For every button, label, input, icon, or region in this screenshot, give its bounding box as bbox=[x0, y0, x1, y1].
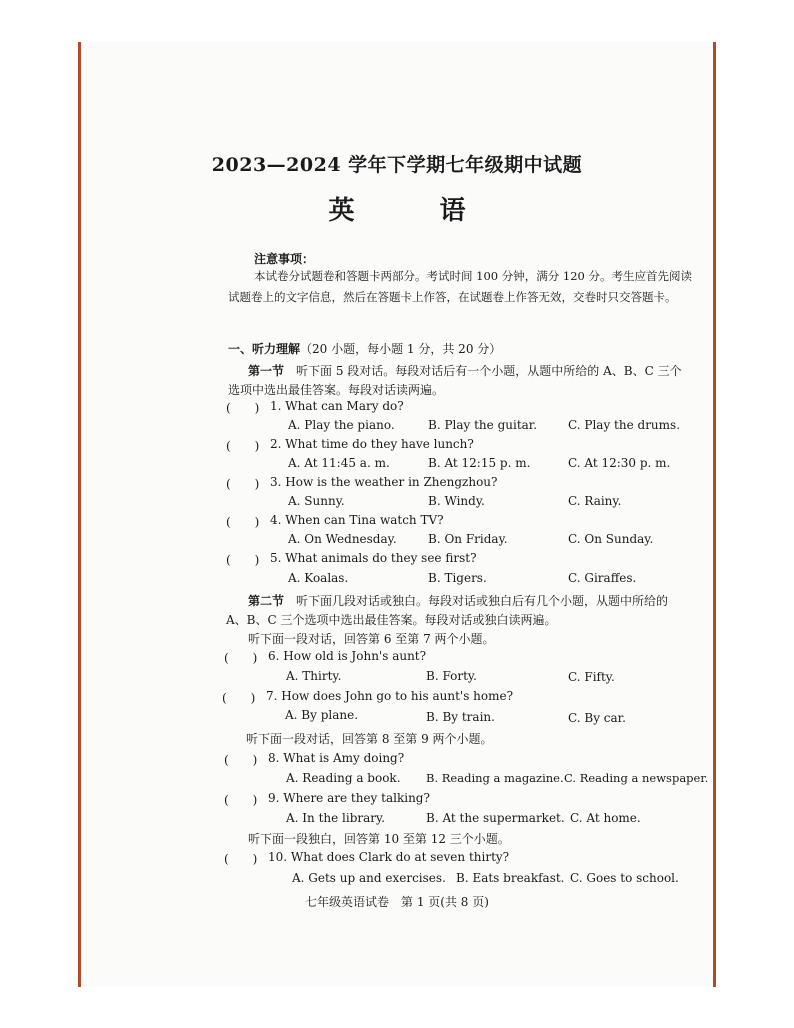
part1-heading-note: （20 小题，每小题 1 分，共 20 分） bbox=[300, 342, 502, 356]
option-c[interactable]: C. At 12:30 p. m. bbox=[568, 456, 671, 470]
question-text: Where are they talking? bbox=[283, 791, 430, 805]
option-c[interactable]: C. Fifty. bbox=[568, 670, 615, 684]
option-c[interactable]: C. By car. bbox=[568, 711, 626, 725]
question-4 bbox=[270, 513, 444, 527]
question-2 bbox=[270, 437, 474, 451]
question-text: What can Mary do? bbox=[285, 399, 404, 413]
option-c[interactable]: C. On Sunday. bbox=[568, 532, 654, 546]
option-b[interactable]: B. Tigers. bbox=[428, 571, 487, 585]
answer-blank[interactable]: ( ) bbox=[226, 553, 260, 567]
section1-line2: 选项中选出最佳答案。每段对话读两遍。 bbox=[228, 383, 445, 397]
question-number: 6. bbox=[268, 649, 280, 663]
option-c[interactable]: C. At home. bbox=[570, 811, 641, 825]
question-number: 1. bbox=[270, 399, 282, 413]
option-b[interactable]: B. Reading a magazine. bbox=[426, 771, 564, 785]
question-10 bbox=[268, 850, 509, 864]
option-c[interactable]: C. Reading a newspaper. bbox=[564, 771, 709, 785]
option-b[interactable]: B. By train. bbox=[426, 710, 495, 724]
question-number: 3. bbox=[270, 475, 282, 489]
option-a[interactable]: A. Play the piano. bbox=[288, 418, 395, 432]
question-text: What does Clark do at seven thirty? bbox=[290, 850, 510, 864]
question-text: When can Tina watch TV? bbox=[285, 513, 444, 527]
option-b[interactable]: B. Play the guitar. bbox=[428, 418, 538, 432]
section1-label: 第一节 bbox=[248, 364, 285, 378]
option-a[interactable]: A. On Wednesday. bbox=[288, 532, 397, 546]
listen-instruction-10-12: 听下面一段独白，回答第 10 至第 12 三个小题。 bbox=[248, 832, 510, 846]
section1-line1: 听下面 5 段对话。每段对话后有一个小题，从题中所给的 A、B、C 三个 bbox=[296, 364, 682, 378]
listen-instruction-8-9: 听下面一段对话，回答第 8 至第 9 两个小题。 bbox=[246, 732, 493, 746]
answer-blank[interactable]: ( ) bbox=[222, 691, 256, 705]
part1-heading-label: 一、听力理解 bbox=[228, 342, 301, 356]
option-c[interactable]: C. Rainy. bbox=[568, 494, 622, 508]
answer-blank[interactable]: ( ) bbox=[226, 439, 260, 453]
option-a[interactable]: A. Thirty. bbox=[286, 669, 342, 683]
option-c[interactable]: C. Giraffes. bbox=[568, 571, 637, 585]
option-b[interactable]: B. On Friday. bbox=[428, 532, 508, 546]
option-a[interactable]: A. Gets up and exercises. bbox=[292, 871, 446, 885]
question-text: What is Amy doing? bbox=[283, 751, 405, 765]
exam-title: 2023—2024 学年下学期七年级期中试题 bbox=[211, 154, 583, 176]
notice-text: 本试卷分试题卷和答题卡两部分。考试时间 100 分钟，满分 120 分。考生应首先阅读试题卷上的文字信息，然后在答题卡上作答，在试题卷上作答无效，交卷时只交答题卡。 bbox=[228, 269, 693, 304]
question-1 bbox=[270, 399, 404, 413]
question-number: 2. bbox=[270, 437, 282, 451]
listen-instruction-6-7: 听下面一段对话，回答第 6 至第 7 两个小题。 bbox=[248, 632, 495, 646]
question-7 bbox=[266, 689, 513, 703]
option-a[interactable]: A. By plane. bbox=[285, 708, 359, 722]
option-b[interactable]: B. Windy. bbox=[428, 494, 485, 508]
option-a[interactable]: A. Reading a book. bbox=[286, 771, 401, 785]
option-b[interactable]: B. Forty. bbox=[426, 669, 477, 683]
answer-blank[interactable]: ( ) bbox=[224, 852, 258, 866]
section2-line1: 听下面几段对话或独白。每段对话或独白后有几个小题，从题中所给的 bbox=[296, 594, 669, 608]
option-b[interactable]: B. At the supermarket. bbox=[426, 811, 565, 825]
subject-title: 英 语 bbox=[328, 196, 504, 226]
section2-label: 第二节 bbox=[248, 594, 285, 608]
section2-line2: A、B、C 三个选项中选出最佳答案。每段对话或独白读两遍。 bbox=[226, 613, 557, 627]
option-b[interactable]: B. At 12:15 p. m. bbox=[428, 456, 531, 470]
question-text: How is the weather in Zhengzhou? bbox=[285, 475, 498, 489]
answer-blank[interactable]: ( ) bbox=[224, 651, 258, 665]
question-5 bbox=[270, 551, 477, 565]
option-a[interactable]: A. At 11:45 a. m. bbox=[288, 456, 390, 470]
page-footer: 七年级英语试卷 第 1 页(共 8 页) bbox=[305, 895, 489, 909]
section2-instructions bbox=[248, 592, 668, 609]
question-number: 9. bbox=[268, 791, 280, 805]
question-number: 4. bbox=[270, 513, 282, 527]
option-a[interactable]: A. In the library. bbox=[286, 811, 386, 825]
option-b[interactable]: B. Eats breakfast. bbox=[456, 871, 565, 885]
answer-blank[interactable]: ( ) bbox=[224, 793, 258, 807]
question-number: 5. bbox=[270, 551, 282, 565]
question-8 bbox=[268, 751, 404, 765]
option-c[interactable]: C. Play the drums. bbox=[568, 418, 681, 432]
option-c[interactable]: C. Goes to school. bbox=[570, 871, 679, 885]
question-text: What time do they have lunch? bbox=[285, 437, 474, 451]
part1-heading bbox=[228, 340, 501, 357]
question-text: How does John go to his aunt's home? bbox=[281, 689, 514, 703]
question-number: 10. bbox=[268, 850, 288, 864]
option-a[interactable]: A. Sunny. bbox=[288, 494, 345, 508]
answer-blank[interactable]: ( ) bbox=[224, 753, 258, 767]
option-a[interactable]: A. Koalas. bbox=[288, 571, 349, 585]
question-number: 8. bbox=[268, 751, 280, 765]
answer-blank[interactable]: ( ) bbox=[226, 515, 260, 529]
question-6 bbox=[268, 649, 426, 663]
question-text: How old is John's aunt? bbox=[283, 649, 427, 663]
question-3 bbox=[270, 475, 497, 489]
notice-heading: 注意事项： bbox=[254, 252, 315, 266]
answer-blank[interactable]: ( ) bbox=[226, 477, 260, 491]
question-9 bbox=[268, 791, 430, 805]
question-number: 7. bbox=[266, 689, 278, 703]
section1-instructions bbox=[248, 362, 682, 379]
answer-blank[interactable]: ( ) bbox=[226, 401, 260, 415]
question-text: What animals do they see first? bbox=[285, 551, 477, 565]
